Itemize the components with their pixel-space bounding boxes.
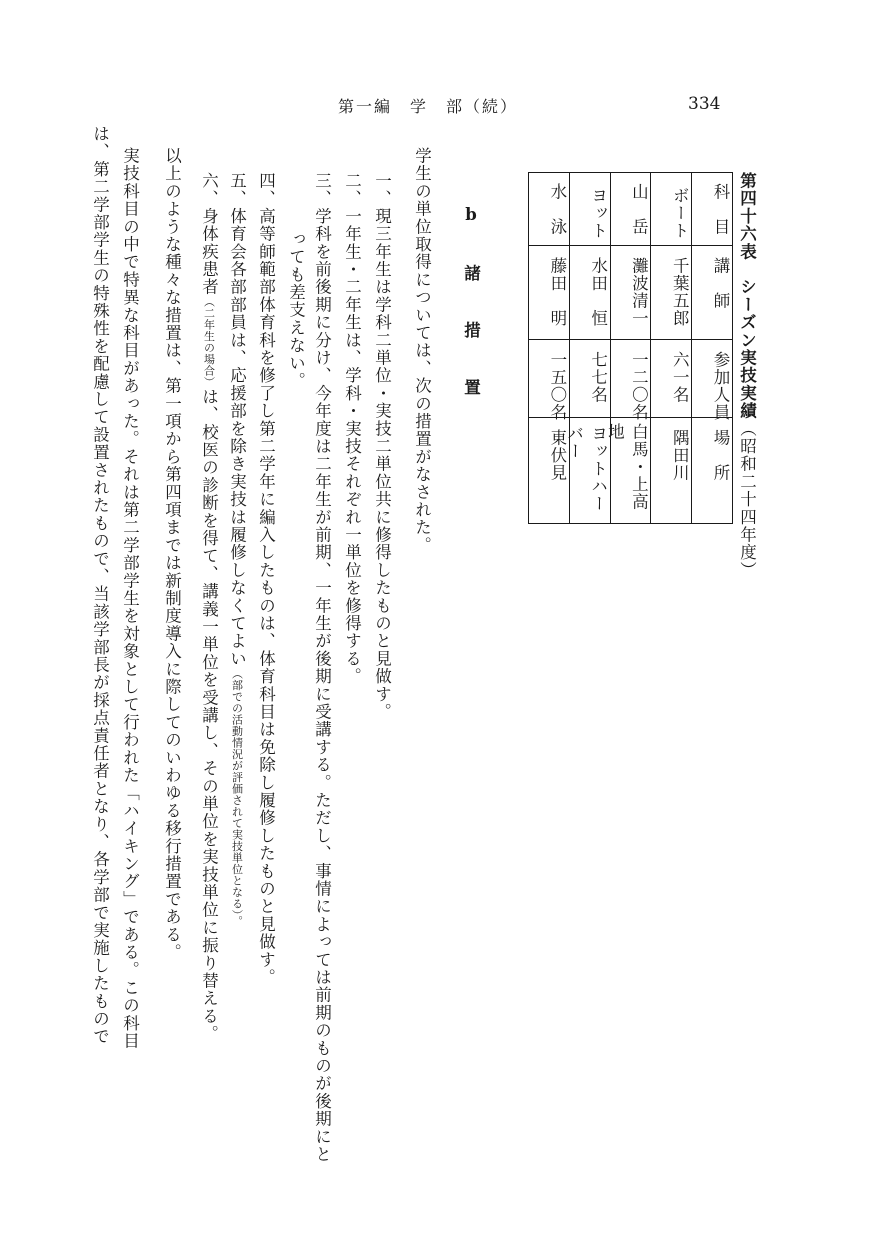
row-1-instructor: 千葉五郎 bbox=[670, 257, 690, 327]
header-location: 場 所 bbox=[711, 429, 730, 482]
header-instructor: 講 師 bbox=[711, 257, 730, 310]
row-1-participants: 六一名 bbox=[670, 351, 690, 404]
list-item-1: 一、現三年生は学科二単位・実技二単位共に修得したものと見做す。 bbox=[372, 172, 392, 721]
row-2-participants: 一二〇名 bbox=[629, 351, 649, 421]
row-3-participants: 七七名 bbox=[588, 351, 608, 404]
list-item-6-rest: は、校医の診断を得て、講義一単位を受講し、その単位を実技単位に振り替える。 bbox=[199, 387, 219, 1043]
row-4-instructor: 藤田 明 bbox=[547, 257, 567, 327]
table-title-note: （昭和二十四年度） bbox=[737, 419, 757, 580]
table-title-main: 第四十六表 シーズン実技実績 bbox=[737, 172, 757, 420]
page-number: 334 bbox=[688, 94, 721, 114]
header-subject: 科 目 bbox=[711, 183, 730, 236]
row-4-location: 東伏見 bbox=[547, 429, 567, 482]
table-row-yacht bbox=[564, 173, 610, 523]
list-item-6-text: 六、身体疾患者 bbox=[199, 172, 219, 296]
paragraph-hiking-1: 実技科目の中で特異な科目があった。それは第二学部学生を対象として行われた「ハイキング」である。この科目 bbox=[120, 147, 140, 1050]
row-3-location: ヨットハーバー bbox=[564, 425, 608, 513]
summary-paragraph: 以上のような種々な措置は、第一項から第四項までは新制度導入に際してのいわゆる移行措置である。 bbox=[162, 147, 182, 962]
list-item-6-note: （二年生の場合） bbox=[202, 295, 216, 388]
row-3-instructor: 水田 恒 bbox=[588, 257, 608, 327]
list-item-6 bbox=[200, 172, 217, 1043]
list-item-2: 二、一年生・二年生は、学科・実技それぞれ一単位を修得する。 bbox=[342, 172, 362, 686]
row-2-location: 白馬・上高地 bbox=[605, 423, 649, 511]
section-heading: b 諸 措 置 bbox=[461, 205, 481, 407]
row-1-subject: ボート bbox=[670, 187, 690, 240]
header-participants: 参加人員 bbox=[711, 351, 730, 421]
table-row-mountain bbox=[605, 173, 651, 523]
list-item-3-continued: っても差支えない。 bbox=[286, 195, 306, 390]
season-practical-table bbox=[528, 172, 733, 524]
list-item-5-note: （部での活動情況が評価されて実技単位となる）。 bbox=[230, 667, 244, 927]
row-2-subject: 山 岳 bbox=[629, 183, 649, 236]
table-header-column bbox=[691, 173, 732, 523]
list-item-4: 四、高等師範部体育科を修了し第二学年に編入したものは、体育科目は免除し履修したものと見做す。 bbox=[256, 172, 276, 987]
row-4-subject: 水 泳 bbox=[547, 183, 567, 236]
intro-paragraph: 学生の単位取得については、次の措置がなされた。 bbox=[412, 147, 432, 555]
running-head: 第一編 学 部（続） bbox=[338, 97, 519, 116]
list-item-3: 三、学科を前後期に分け、今年度は二年生が前期、一年生が後期に受講する。ただし、事情によっては前期のものが後期にと bbox=[312, 172, 332, 1164]
row-4-participants: 一五〇名 bbox=[547, 351, 567, 421]
table-row-boat bbox=[650, 173, 691, 523]
list-item-5-text: 五、体育会各部部員は、応援部を除き実技は履修しなくてよい bbox=[227, 172, 247, 668]
list-item-5 bbox=[228, 172, 245, 927]
row-2-instructor: 灘波清一 bbox=[629, 257, 649, 327]
table-title bbox=[738, 172, 755, 579]
table-row-swimming bbox=[529, 173, 569, 523]
row-1-location: 隅田川 bbox=[670, 429, 690, 482]
row-3-subject: ヨット bbox=[588, 187, 608, 240]
paragraph-hiking-2: は、第二学部学生の特殊性を配慮して設置されたもので、当該学部長が採点責任者となり、各学部で実施したもので bbox=[90, 125, 110, 1046]
